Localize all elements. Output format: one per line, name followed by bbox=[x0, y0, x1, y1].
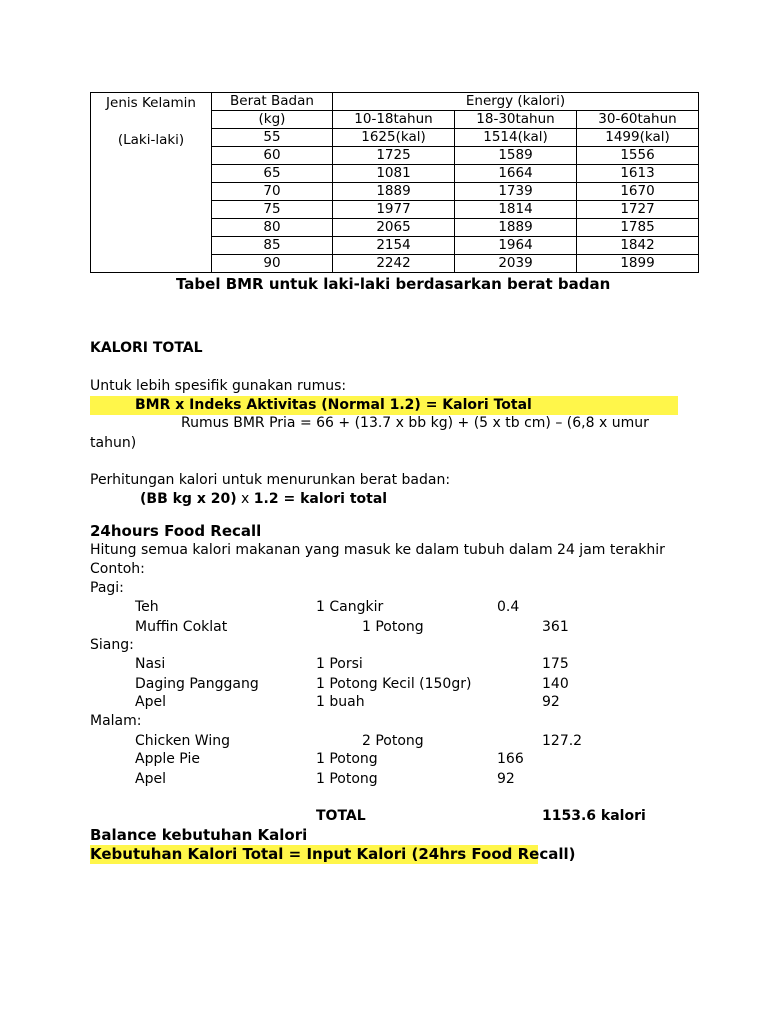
food-portion: 1 Potong bbox=[316, 751, 378, 767]
weight-header-line2: (kg) bbox=[212, 111, 333, 129]
formula-bmr-line1: Rumus BMR Pria = 66 + (13.7 x bb kg) + (5 x tb cm) – (6,8 x umur bbox=[181, 415, 649, 431]
energy-cell: 1514(kal) bbox=[455, 129, 577, 147]
meal-pagi-label: Pagi: bbox=[90, 580, 124, 596]
kalori-total-intro: Untuk lebih spesifik gunakan rumus: bbox=[90, 378, 347, 394]
energy-cell: 1739 bbox=[455, 183, 577, 201]
food-recall-description: Hitung semua kalori makanan yang masuk ke dalam tubuh dalam 24 jam terakhir bbox=[90, 542, 665, 558]
food-name: Apple Pie bbox=[135, 751, 200, 767]
meal-malam-label: Malam: bbox=[90, 713, 142, 729]
weight-loss-intro: Perhitungan kalori untuk menurunkan berat badan: bbox=[90, 472, 451, 488]
energy-cell: 1964 bbox=[455, 237, 577, 255]
energy-cell: 1889 bbox=[333, 183, 455, 201]
food-portion: 1 Porsi bbox=[316, 656, 363, 672]
weight-cell: 80 bbox=[212, 219, 333, 237]
food-name: Teh bbox=[135, 599, 159, 615]
energy-cell: 2242 bbox=[333, 255, 455, 273]
energy-cell: 1589 bbox=[455, 147, 577, 165]
food-name: Daging Panggang bbox=[135, 676, 259, 692]
balance-formula: Kebutuhan Kalori Total = Input Kalori (24hrs Food Recall) bbox=[90, 845, 576, 863]
energy-cell: 1499(kal) bbox=[577, 129, 699, 147]
total-value: 1153.6 kalori bbox=[542, 808, 646, 824]
energy-cell: 1977 bbox=[333, 201, 455, 219]
food-portion: 1 Potong Kecil (150gr) bbox=[316, 676, 472, 692]
weight-header-line1: Berat Badan bbox=[212, 93, 333, 111]
energy-cell: 1556 bbox=[577, 147, 699, 165]
food-kcal: 0.4 bbox=[497, 599, 520, 615]
weight-cell: 75 bbox=[212, 201, 333, 219]
food-kcal: 92 bbox=[542, 694, 560, 710]
food-kcal: 127.2 bbox=[542, 733, 583, 749]
energy-cell: 1081 bbox=[333, 165, 455, 183]
food-name: Apel bbox=[135, 771, 166, 787]
meal-siang-label: Siang: bbox=[90, 637, 134, 653]
food-portion: 2 Potong bbox=[362, 733, 424, 749]
food-name: Nasi bbox=[135, 656, 166, 672]
gender-cell bbox=[91, 93, 212, 273]
table-caption: Tabel BMR untuk laki-laki berdasarkan berat badan bbox=[176, 275, 611, 293]
energy-cell: 1842 bbox=[577, 237, 699, 255]
total-label: TOTAL bbox=[316, 808, 366, 824]
energy-cell: 1785 bbox=[577, 219, 699, 237]
example-label: Contoh: bbox=[90, 561, 145, 577]
food-kcal: 361 bbox=[542, 619, 569, 635]
energy-cell: 1670 bbox=[577, 183, 699, 201]
food-name: Chicken Wing bbox=[135, 733, 230, 749]
food-portion: 1 buah bbox=[316, 694, 365, 710]
food-kcal: 175 bbox=[542, 656, 569, 672]
food-name: Apel bbox=[135, 694, 166, 710]
age-group-header: 10-18tahun bbox=[333, 111, 455, 129]
formula-main: BMR x Indeks Aktivitas (Normal 1.2) = Kalori Total bbox=[135, 397, 532, 413]
gender-value: (Laki-laki) bbox=[117, 132, 185, 148]
gender-header: Jenis Kelamin bbox=[106, 95, 196, 111]
weight-cell: 85 bbox=[212, 237, 333, 255]
energy-header: Energy (kalori) bbox=[333, 93, 699, 111]
food-recall-heading: 24hours Food Recall bbox=[90, 522, 262, 540]
weight-loss-part2: x bbox=[236, 491, 254, 507]
energy-cell: 1889 bbox=[455, 219, 577, 237]
energy-cell: 1613 bbox=[577, 165, 699, 183]
food-portion: 1 Potong bbox=[316, 771, 378, 787]
weight-cell: 90 bbox=[212, 255, 333, 273]
age-group-header: 18-30tahun bbox=[455, 111, 577, 129]
energy-cell: 2039 bbox=[455, 255, 577, 273]
weight-cell: 55 bbox=[212, 129, 333, 147]
energy-cell: 1664 bbox=[455, 165, 577, 183]
energy-cell: 1725 bbox=[333, 147, 455, 165]
weight-cell: 65 bbox=[212, 165, 333, 183]
weight-loss-part1: (BB kg x 20) bbox=[140, 491, 237, 507]
bmr-table bbox=[90, 92, 699, 273]
food-kcal: 92 bbox=[497, 771, 515, 787]
formula-bmr-line2: tahun) bbox=[90, 435, 137, 451]
kalori-total-heading: KALORI TOTAL bbox=[90, 340, 203, 356]
energy-cell: 2065 bbox=[333, 219, 455, 237]
food-kcal: 166 bbox=[497, 751, 524, 767]
energy-cell: 2154 bbox=[333, 237, 455, 255]
balance-heading: Balance kebutuhan Kalori bbox=[90, 826, 308, 844]
food-portion: 1 Potong bbox=[362, 619, 424, 635]
energy-cell: 1727 bbox=[577, 201, 699, 219]
weight-loss-formula bbox=[140, 490, 387, 508]
weight-cell: 60 bbox=[212, 147, 333, 165]
food-kcal: 140 bbox=[542, 676, 569, 692]
energy-cell: 1899 bbox=[577, 255, 699, 273]
food-portion: 1 Cangkir bbox=[316, 599, 384, 615]
energy-cell: 1625(kal) bbox=[333, 129, 455, 147]
weight-loss-part3: 1.2 = kalori total bbox=[253, 491, 388, 507]
weight-cell: 70 bbox=[212, 183, 333, 201]
age-group-header: 30-60tahun bbox=[577, 111, 699, 129]
energy-cell: 1814 bbox=[455, 201, 577, 219]
food-name: Muffin Coklat bbox=[135, 619, 228, 635]
